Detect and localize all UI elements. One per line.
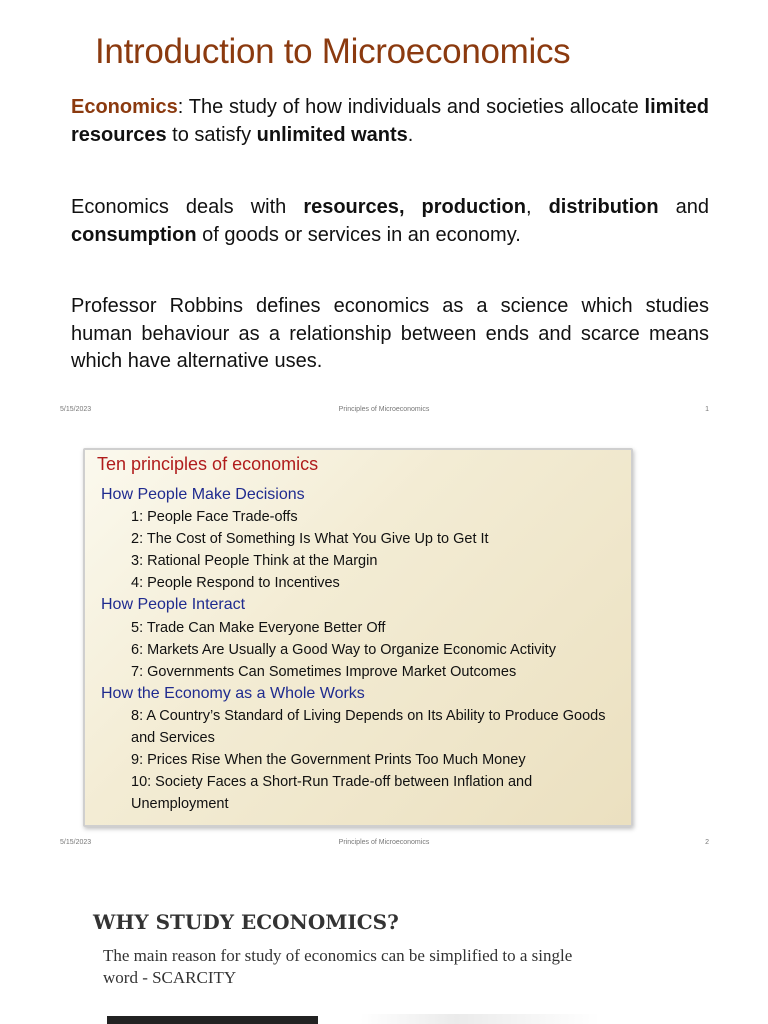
footer-date: 5/15/2023 (60, 406, 92, 413)
footer-page-number: 1 (705, 406, 709, 413)
principle-item: 2: The Cost of Something Is What You Give Up to Get It (131, 531, 489, 548)
principle-item: 3: Rational People Think at the Margin (131, 553, 378, 570)
economics-term: Economics (71, 96, 178, 118)
slide-1 (0, 0, 768, 428)
slide-footer (0, 839, 768, 851)
principles-box (83, 448, 633, 827)
slide-title: Introduction to Microeconomics (95, 32, 571, 71)
principle-item: 6: Markets Are Usually a Good Way to Organize Economic Activity (131, 641, 556, 658)
principle-item: 4: People Respond to Incentives (131, 575, 340, 592)
principle-item: 7: Governments Can Sometimes Improve Market Outcomes (131, 663, 517, 680)
group-heading-interact: How People Interact (101, 596, 246, 614)
slide-3 (0, 858, 768, 1024)
group-heading-economy: How the Economy as a Whole Works (101, 684, 365, 702)
scarcity-text: The main reason for study of economics can be simplified to a single word - SCARCITY (103, 946, 573, 987)
footer-date: 5/15/2023 (60, 839, 92, 846)
principle-item: 1: People Face Trade-offs (131, 509, 298, 526)
definition-paragraph: Economics: The study of how individuals and societies allocate limited resources to satisfy unlimited wants. (71, 96, 709, 146)
principles-title: Ten principles of economics (97, 454, 319, 474)
faint-image-edge (360, 1014, 600, 1024)
principle-item: 8: A Country’s Standard of Living Depends on Its Ability to Produce Goods and Services (131, 707, 606, 746)
slide-footer (0, 406, 768, 418)
principle-item: 9: Prices Rise When the Government Prints Too Much Money (131, 751, 526, 768)
dark-image-edge (107, 1016, 318, 1024)
footer-title: Principles of Microeconomics (338, 406, 430, 413)
principle-item: 5: Trade Can Make Everyone Better Off (131, 619, 386, 636)
principles-list (85, 484, 631, 815)
principle-item: 10: Society Faces a Short-Run Trade-off between Inflation and Unemployment (131, 773, 533, 812)
slide-2 (0, 428, 768, 858)
robbins-paragraph: Professor Robbins defines economics as a science which studies human behaviour as a relationship between ends and scarce means which have alternative uses. (71, 295, 709, 372)
why-study-title: WHY STUDY ECONOMICS? (93, 910, 399, 934)
footer-page-number: 2 (705, 839, 709, 846)
group-heading-decisions: How People Make Decisions (101, 486, 305, 503)
footer-title: Principles of Microeconomics (338, 839, 430, 846)
scope-paragraph: Economics deals with resources, production, distribution and consumption of goods or services in an economy. (71, 196, 709, 246)
